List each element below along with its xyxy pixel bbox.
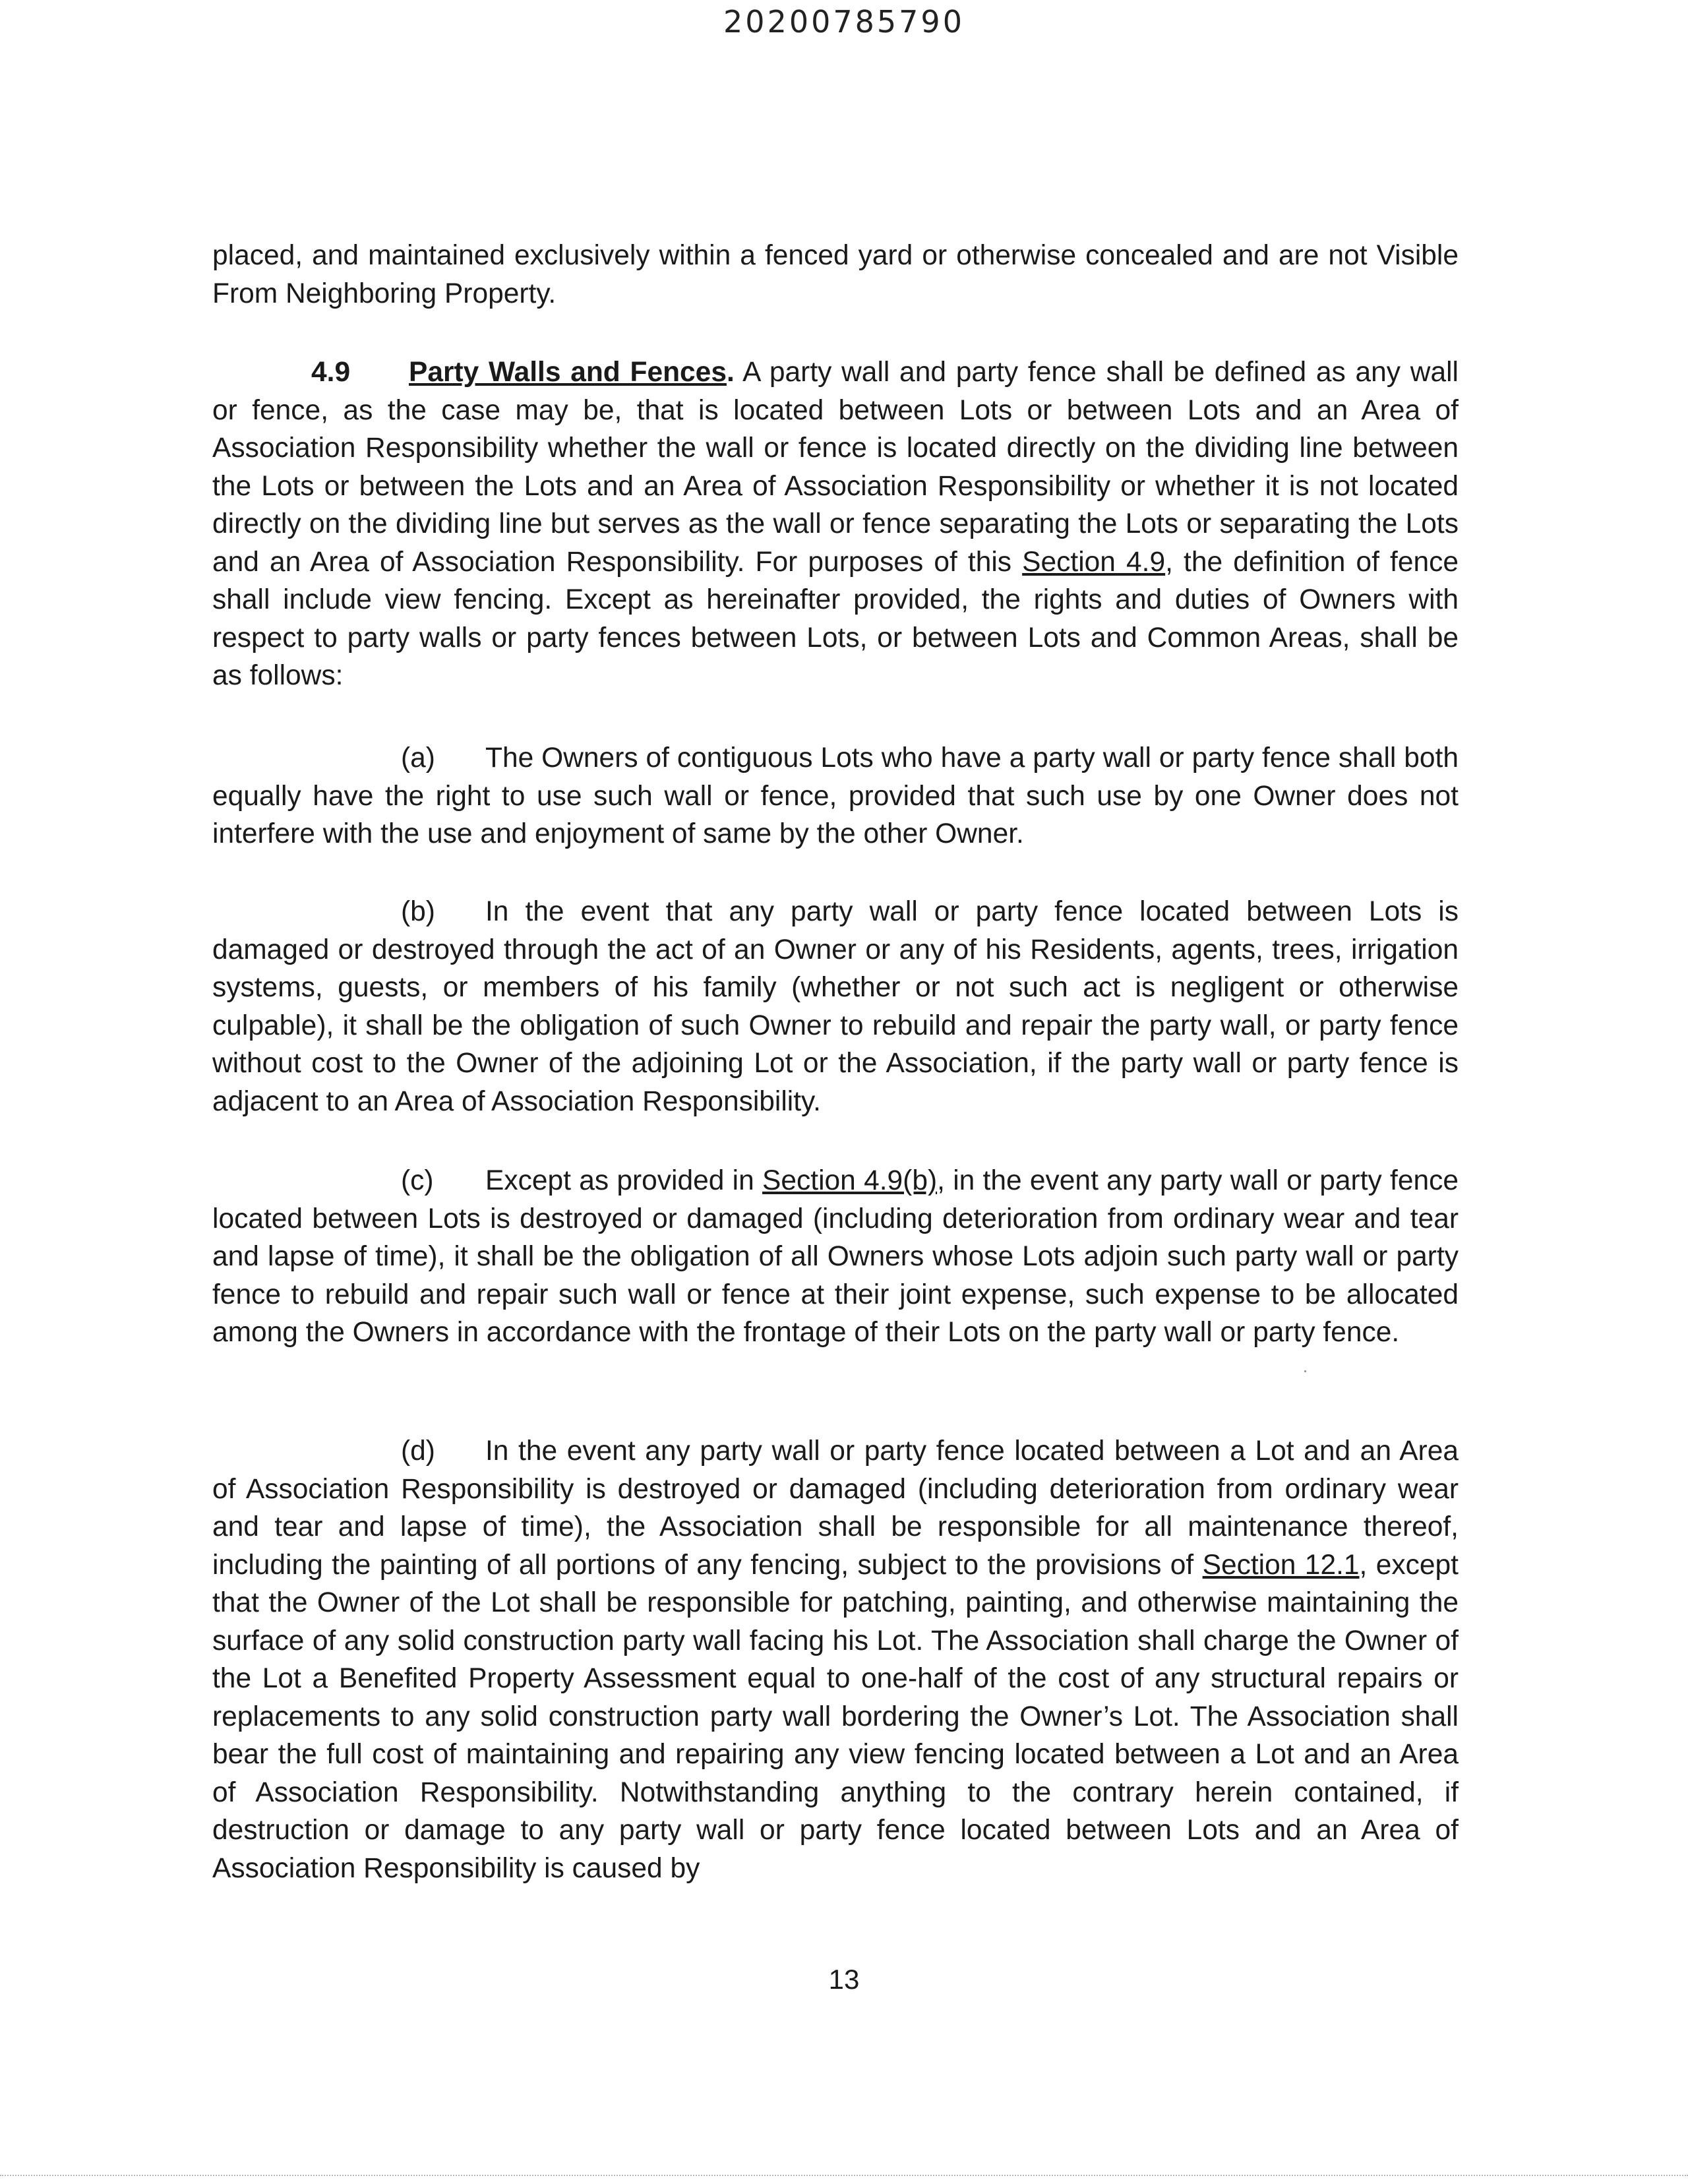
section-text-1: A party wall and party fence shall be defined as any wall or fence, as the case may be, that is located between Lots or between Lots and an Area of Association Responsibility whether the wall or fence is located directly on the dividing line between the Lots or between the Lots and an Area of Association Responsibility or whether it is not located directly on the dividing line but serves as the wall or fence separating the Lots or separating the Lots and an Area of Association Responsibility. For purposes of this <box>212 357 1459 578</box>
subsection-c-text-1: Except as provided in <box>485 1165 763 1196</box>
subsection-c <box>212 1162 1459 1352</box>
scan-speck <box>1304 1370 1306 1372</box>
subsection-b-text: In the event that any party wall or party fence located between Lots is damaged or destroyed through the act of an Owner or any of his Residents, agents, trees, irrigation systems, guests, or members of his family (whether or not such act is negligent or otherwise culpable), it shall be the obligation of such Owner to rebuild and repair the party wall, or party fence without cost to the Owner of the adjoining Lot or the Association, if the party wall or party fence is adjacent to an Area of Association Responsibility. <box>212 896 1459 1117</box>
intro-text: placed, and maintained exclusively within a fenced yard or otherwise concealed and are not Visible From Neighboring Property. <box>212 240 1459 309</box>
subsection-b-label: (b) <box>401 896 435 927</box>
subsection-c-label: (c) <box>401 1165 434 1196</box>
section-title: Party Walls and Fences <box>409 357 727 388</box>
section-number: 4.9 <box>311 357 351 388</box>
subsection-d-label: (d) <box>401 1436 435 1467</box>
document-number: 20200785790 <box>723 4 965 40</box>
subsection-a <box>212 739 1459 853</box>
intro-paragraph <box>212 237 1459 313</box>
section-4-9-paragraph: 4.9 Party Walls and Fences. A party wall and party fence shall be defined as any wall or fence, as the case may be, that is located between Lots or between Lots and an Area of Association Responsibility whether the wall or fence is located directly on the dividing line between the Lots or between the Lots and an Area of Association Responsibility or whether it is not located directly on the dividing line but serves as the wall or fence separating the Lots or separating the Lots and an Area of Association Responsibility. For purposes of this Section 4.9, the definition of fence shall include view fencing. Except as hereinafter provided, the rights and duties of Owners with respect to party walls or party fences between Lots, or between Lots and Common Areas, shall be as follows: <box>212 353 1459 695</box>
subsection-c-text-2: , in the event any party wall or party fence located between Lots is destroyed or damaged (including deterioration from ordinary wear and tear and lapse of time), it shall be the obligation of all Owners whose Lots adjoin such party wall or party fence to rebuild and repair such wall or fence at their joint expense, such expense to be allocated among the Owners in accordance with the frontage of their Lots on the party wall or party fence. <box>212 1165 1459 1348</box>
scan-bottom-edge <box>0 2175 1688 2177</box>
subsection-d-text-1: In the event any party wall or party fence located between a Lot and an Area of Association Responsibility is destroyed or damaged (including deterioration from ordinary wear and tear and lapse of time), the Association shall be responsible for all maintenance thereof, including the painting of all portions of any fencing, subject to the provisions of <box>212 1436 1459 1581</box>
section-text-2: , the definition of fence shall include view fencing. Except as hereinafter provided, the rights and duties of Owners with respect to party walls or party fences between Lots, or between Lots and Common Areas, shall be as follows: <box>212 546 1459 691</box>
page-number: 13 <box>828 1964 860 1995</box>
subsection-b <box>212 893 1459 1120</box>
section-reference: Section 4.9 <box>1022 546 1166 578</box>
subsection-a-label: (a) <box>401 743 435 774</box>
subsection-c-reference: Section 4.9(b) <box>762 1165 938 1196</box>
subsection-d-text-2: , except that the Owner of the Lot shall be responsible for patching, painting, and otherwise maintaining the surface of any solid construction party wall facing his Lot. The Association shall charge the Owner of the Lot a Benefited Property Assessment equal to one-half of the cost of any structural repairs or replacements to any solid construction party wall bordering the Owner’s Lot. The Association shall bear the full cost of maintaining and repairing any view fencing located between a Lot and an Area of Association Responsibility. Notwithstanding anything to the contrary herein contained, if destruction or damage to any party wall or party fence located between Lots and an Area of Association Responsibility is caused by <box>212 1549 1459 1884</box>
subsection-d <box>212 1432 1459 1887</box>
subsection-a-text: The Owners of contiguous Lots who have a party wall or party fence shall both equally have the right to use such wall or fence, provided that such use by one Owner does not interfere with the use and enjoyment of same by the other Owner. <box>212 743 1459 849</box>
subsection-d-reference: Section 12.1 <box>1202 1549 1360 1581</box>
